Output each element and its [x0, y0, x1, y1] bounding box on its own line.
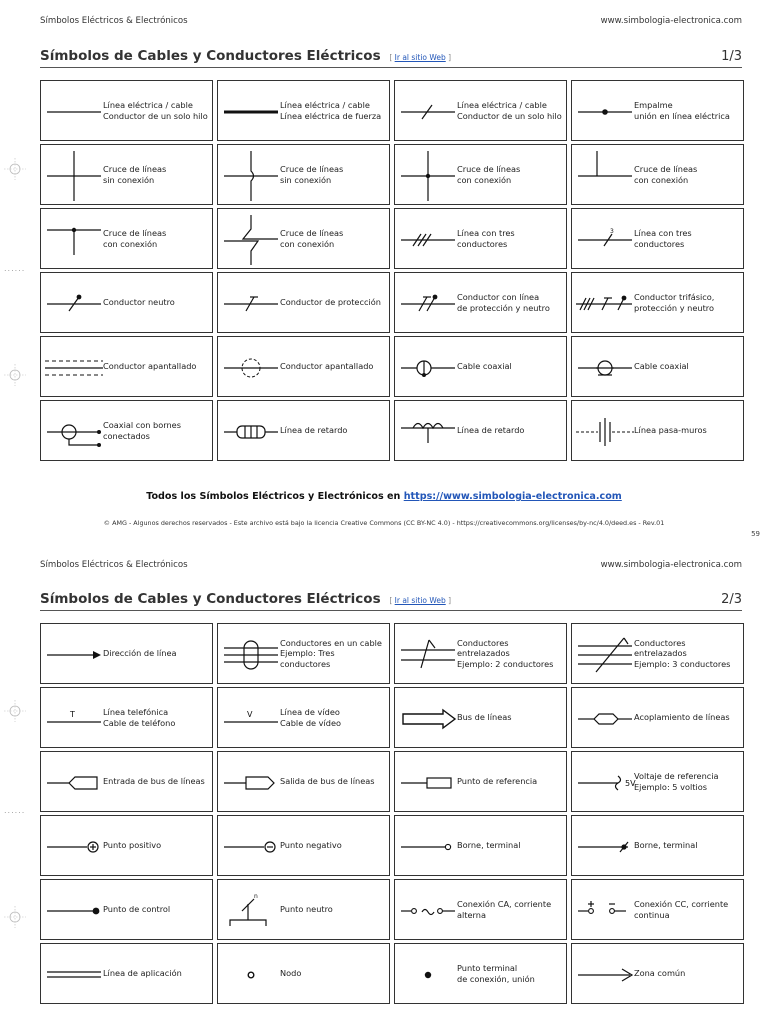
symbol-cell: [571, 80, 744, 141]
svg-text:T: T: [70, 710, 75, 719]
symbol-label: [280, 209, 386, 268]
symbol-label-line: Conductor apantallado: [280, 361, 374, 372]
symbol-label: [457, 401, 563, 460]
symbol-label-line: Borne, terminal: [634, 840, 698, 851]
symbol-label: [457, 688, 563, 747]
neutral-protection-symbol-icon: [397, 273, 459, 334]
symbol-label-line: Punto negativo: [280, 840, 342, 851]
symbol-cell: [217, 879, 390, 940]
symbol-label: [457, 145, 563, 204]
symbol-label: [280, 880, 386, 939]
page-title-text: Símbolos de Cables y Conductores Eléctricos: [40, 591, 381, 607]
symbol-cell: [394, 336, 567, 397]
symbol-label: [457, 880, 563, 939]
symbol-label: [103, 273, 209, 332]
symbol-cell: [217, 400, 390, 461]
symbol-label-line: Cruce de líneas: [103, 164, 167, 174]
symbol-label: [103, 401, 209, 460]
symbol-label-line: Cruce de líneas: [103, 228, 167, 238]
symbol-label-line: Bus de líneas: [457, 712, 512, 723]
symbol-cell: [40, 623, 213, 684]
symbol-grid-page2: [40, 623, 744, 1004]
page-indicator: 1/3: [721, 49, 742, 64]
page2-title-row: [40, 591, 742, 611]
coax-terminals-symbol-icon: [43, 401, 105, 462]
symbol-label-line: Conductor de protección: [280, 297, 381, 308]
phone-line-symbol-icon: [43, 688, 105, 749]
page1-header: [40, 16, 742, 26]
page-number: 59: [751, 530, 760, 538]
symbol-cell: [571, 687, 744, 748]
line-dot-symbol-icon: [574, 81, 636, 142]
symbol-label-line: Cruce de líneas: [634, 164, 698, 174]
symbol-label-line: Línea con tres: [634, 228, 692, 238]
symbol-cell: [571, 208, 744, 269]
license-text: © AMG - Algunos derechos reservados - Este archivo está bajo la licencia Creative Commons (CC BY-NC 4.0) - https://creativecommons.org/licenses/by-nc/4.0/deed.es - Rev.01: [103, 519, 665, 527]
symbol-label: [280, 752, 386, 811]
symbol-cell: [217, 943, 390, 1004]
symbol-cell: [394, 272, 567, 333]
symbol-label: [457, 624, 563, 683]
symbol-label-line: Cable de teléfono: [103, 717, 176, 728]
symbol-cell: [40, 144, 213, 205]
symbol-label: [280, 944, 386, 1003]
symbol-label-line: entrelazados: [457, 648, 510, 659]
dc-symbol-icon: [574, 880, 636, 941]
coax-1-symbol-icon: [397, 337, 459, 398]
symbol-label-line: Nodo: [280, 968, 302, 979]
website-link[interactable]: Ir al sitio Web: [394, 596, 446, 605]
symbol-cell: [571, 815, 744, 876]
shielded-dashed-symbol-icon: [43, 337, 105, 398]
crop-mark-icon: [4, 906, 26, 928]
page-indicator: 2/3: [721, 592, 742, 607]
symbol-label-line: Conductor de un solo hilo: [457, 110, 562, 121]
symbol-cell: [40, 687, 213, 748]
symbol-label-line: con conexión: [280, 238, 335, 249]
symbol-label: [103, 880, 209, 939]
positive-symbol-icon: [43, 816, 105, 877]
symbol-cell: [217, 208, 390, 269]
symbol-label-line: Cable coaxial: [457, 361, 512, 372]
symbol-label-line: Conductor neutro: [103, 297, 175, 308]
symbol-label-line: Cruce de líneas: [280, 228, 344, 238]
symbol-label: [634, 209, 740, 268]
symbol-cell: [40, 80, 213, 141]
delay-coil-symbol-icon: [397, 401, 459, 462]
symbol-label: [634, 816, 740, 875]
node-symbol-icon: [220, 944, 282, 1005]
symbol-label: [280, 624, 386, 683]
symbol-cell: [571, 751, 744, 812]
symbol-label-line: Voltaje de referencia: [634, 771, 719, 781]
symbol-cell: [394, 208, 567, 269]
crop-mark-icon: [4, 700, 26, 722]
symbol-label: [103, 209, 209, 268]
symbol-label-line: protección y neutro: [634, 302, 714, 313]
symbol-label-line: Coaxial con bornes: [103, 420, 181, 430]
margin-dots: ......: [4, 264, 26, 273]
cross-plain-symbol-icon: [43, 145, 105, 206]
symbol-label-line: sin conexión: [280, 174, 332, 185]
cross-offset-symbol-icon: [220, 209, 282, 270]
symbol-label-line: Entrada de bus de líneas: [103, 776, 205, 787]
symbol-label: [457, 273, 563, 332]
symbol-label: [634, 337, 740, 396]
symbol-label-line: con conexión: [457, 174, 512, 185]
symbol-label: [103, 145, 209, 204]
symbol-label: [634, 81, 740, 140]
symbol-cell: [394, 751, 567, 812]
footer-banner: [0, 491, 768, 502]
twisted-2-symbol-icon: [397, 624, 459, 685]
common-zone-symbol-icon: [574, 944, 636, 1005]
symbol-label-line: con conexión: [634, 174, 689, 185]
website-link[interactable]: Ir al sitio Web: [394, 53, 446, 62]
crop-mark-icon: [4, 364, 26, 386]
video-line-symbol-icon: [220, 688, 282, 749]
negative-symbol-icon: [220, 816, 282, 877]
bus-arrow-symbol-icon: [397, 688, 459, 749]
svg-text:3: 3: [610, 228, 614, 235]
symbol-label: [457, 209, 563, 268]
symbol-label-line: Cruce de líneas: [280, 164, 344, 174]
symbol-label-line: Cable de vídeo: [280, 717, 342, 728]
symbol-label-line: Punto positivo: [103, 840, 162, 851]
bus-out-symbol-icon: [220, 752, 282, 813]
symbol-cell: [217, 336, 390, 397]
symbol-cell: [394, 400, 567, 461]
symbol-label-line: Conductor trifásico,: [634, 292, 715, 302]
symbol-cell: [571, 943, 744, 1004]
line-slash-symbol-icon: [397, 81, 459, 142]
symbol-cell: [217, 751, 390, 812]
ref-point-symbol-icon: [397, 752, 459, 813]
symbol-label-line: Acoplamiento de líneas: [634, 712, 730, 723]
page-title-text: Símbolos de Cables y Conductores Eléctricos: [40, 48, 381, 64]
symbol-label-line: Punto neutro: [280, 904, 333, 915]
symbol-label: [457, 944, 563, 1003]
symbol-label-line: Punto terminal: [457, 963, 518, 973]
symbol-label: [103, 337, 209, 396]
cross-hop-symbol-icon: [220, 145, 282, 206]
symbol-label: [457, 337, 563, 396]
three-phase-symbol-icon: [574, 273, 636, 334]
symbol-label-line: Conductores: [634, 637, 686, 648]
svg-text:n: n: [254, 893, 258, 900]
symbol-cell: [571, 623, 744, 684]
symbol-cell: [394, 80, 567, 141]
symbol-label-line: Conductor con línea: [457, 292, 540, 302]
symbol-label-line: Conductor apantallado: [103, 361, 197, 372]
tee-dot-symbol-icon: [43, 209, 105, 270]
symbol-label: [634, 688, 740, 747]
symbol-label-line: conectados: [103, 430, 150, 441]
symbol-label: [280, 401, 386, 460]
symbol-label-line: Salida de bus de líneas: [280, 776, 375, 787]
symbol-cell: [40, 336, 213, 397]
symbol-cell: [40, 751, 213, 812]
symbol-cell: [40, 943, 213, 1004]
footer-text: Todos los Símbolos Eléctricos y Electrónicos en: [146, 491, 401, 502]
symbol-label-line: sin conexión: [103, 174, 155, 185]
twisted-3-symbol-icon: [574, 624, 636, 685]
symbol-label-line: Conexión CA, corriente: [457, 899, 552, 909]
neutral-symbol-icon: [43, 273, 105, 334]
symbol-label: [103, 688, 209, 747]
symbol-label: [457, 816, 563, 875]
symbol-label: [280, 337, 386, 396]
symbol-label-line: continua: [634, 909, 670, 920]
symbol-label-line: Ejemplo: 2 conductores: [457, 658, 554, 669]
symbol-label: [103, 624, 209, 683]
symbol-label-line: Conductores en un cable: [280, 637, 382, 648]
symbol-label-line: Línea eléctrica / cable: [103, 100, 193, 110]
symbol-label: [634, 273, 740, 332]
terminal-point-symbol-icon: [397, 944, 459, 1005]
symbol-label-line: Dirección de línea: [103, 648, 177, 659]
coax-2-symbol-icon: [574, 337, 636, 398]
footer-link[interactable]: https://www.simbologia-electronica.com: [403, 491, 622, 502]
symbol-cell: [217, 687, 390, 748]
delay-box-symbol-icon: [220, 401, 282, 462]
symbol-label: [457, 752, 563, 811]
symbol-label-line: alterna: [457, 909, 486, 920]
symbol-cell: [394, 144, 567, 205]
symbol-cell: [217, 80, 390, 141]
symbol-label: [103, 752, 209, 811]
symbol-label: [634, 944, 740, 1003]
symbol-label-line: Línea de aplicación: [103, 968, 182, 979]
symbol-label-line: Conexión CC, corriente: [634, 899, 729, 909]
line-single-symbol-icon: [43, 81, 105, 142]
header-site-url: www.simbologia-electronica.com: [600, 560, 742, 570]
symbol-label: [634, 145, 740, 204]
margin-dots: ......: [4, 806, 26, 815]
symbol-label: [634, 880, 740, 939]
symbol-label-line: conductores: [457, 238, 508, 249]
symbol-label: [280, 816, 386, 875]
terminal-filled-symbol-icon: [574, 816, 636, 877]
symbol-cell: [217, 272, 390, 333]
tee-left-symbol-icon: [574, 145, 636, 206]
page1-title-row: [40, 48, 742, 68]
cross-dot-symbol-icon: [397, 145, 459, 206]
symbol-label-line: Línea eléctrica / cable: [457, 100, 547, 110]
crop-mark-icon: [4, 158, 26, 180]
shielded-circle-symbol-icon: [220, 337, 282, 398]
symbol-label-line: Línea de retardo: [457, 425, 525, 436]
coupling-symbol-icon: [574, 688, 636, 749]
symbol-label-line: Ejemplo: Tres: [280, 648, 335, 659]
symbol-cell: [40, 879, 213, 940]
symbol-label-line: conductores: [280, 658, 331, 669]
page-title: Símbolos de Cables y Conductores Eléctricos [ Ir al sitio Web ]: [40, 591, 452, 607]
symbol-label: [103, 816, 209, 875]
symbol-label-line: Línea telefónica: [103, 707, 169, 717]
symbol-label: [103, 944, 209, 1003]
symbol-cell: [571, 400, 744, 461]
symbol-cell: [571, 144, 744, 205]
symbol-label-line: Línea eléctrica / cable: [280, 100, 370, 110]
line-thick-symbol-icon: [220, 81, 282, 142]
symbol-label-line: Conductor de un solo hilo: [103, 110, 208, 121]
symbol-label: [103, 81, 209, 140]
symbol-label-line: Línea eléctrica de fuerza: [280, 110, 382, 121]
symbol-cell: [217, 815, 390, 876]
symbol-label: [280, 688, 386, 747]
page-title: Símbolos de Cables y Conductores Eléctricos [ Ir al sitio Web ]: [40, 48, 452, 64]
symbol-label-line: Cable coaxial: [634, 361, 689, 372]
symbol-label-line: Línea de vídeo: [280, 707, 340, 717]
symbol-label: [280, 273, 386, 332]
symbol-label-line: Ejemplo: 5 voltios: [634, 781, 708, 792]
symbol-grid-page1: [40, 80, 744, 461]
symbol-cell: [394, 623, 567, 684]
symbol-label-line: Línea con tres: [457, 228, 515, 238]
symbol-cell: [571, 336, 744, 397]
symbol-cell: [40, 272, 213, 333]
symbol-cell: [40, 400, 213, 461]
symbol-label-line: Línea pasa-muros: [634, 425, 707, 436]
symbol-cell: [394, 943, 567, 1004]
ac-symbol-icon: [397, 880, 459, 941]
symbol-label-line: de conexión, unión: [457, 973, 535, 984]
symbol-label: [634, 624, 740, 683]
symbol-label: [280, 81, 386, 140]
symbol-cell: [217, 623, 390, 684]
symbol-label: [634, 752, 740, 811]
symbol-label-line: Punto de control: [103, 904, 171, 915]
cable-bundle-symbol-icon: [220, 624, 282, 685]
slash-3-symbol-icon: [574, 209, 636, 270]
three-slashes-symbol-icon: [397, 209, 459, 270]
feedthrough-symbol-icon: [574, 401, 636, 462]
symbol-label-line: con conexión: [103, 238, 158, 249]
symbol-cell: [571, 879, 744, 940]
symbol-label-line: Línea de retardo: [280, 425, 348, 436]
ref-voltage-symbol-icon: [574, 752, 636, 813]
symbol-label-line: Borne, terminal: [457, 840, 521, 851]
header-site-title: Símbolos Eléctricos & Electrónicos: [40, 560, 188, 570]
symbol-cell: [394, 879, 567, 940]
application-line-symbol-icon: [43, 944, 105, 1005]
symbol-label-line: Conductores: [457, 637, 509, 648]
svg-text:5V: 5V: [625, 779, 636, 788]
symbol-label: [280, 145, 386, 204]
symbol-cell: [40, 208, 213, 269]
symbol-label-line: Ejemplo: 3 conductores: [634, 658, 731, 669]
symbol-label: [634, 401, 740, 460]
symbol-label-line: entrelazados: [634, 648, 687, 659]
header-site-title: Símbolos Eléctricos & Electrónicos: [40, 16, 188, 26]
symbol-label-line: Zona común: [634, 968, 686, 979]
symbol-label-line: conductores: [634, 238, 685, 249]
terminal-open-symbol-icon: [397, 816, 459, 877]
symbol-label-line: Punto de referencia: [457, 776, 538, 787]
header-site-url: www.simbologia-electronica.com: [600, 16, 742, 26]
symbol-label-line: de protección y neutro: [457, 302, 550, 313]
symbol-cell: [571, 272, 744, 333]
symbol-cell: [40, 815, 213, 876]
symbol-cell: [394, 815, 567, 876]
symbol-label: [457, 81, 563, 140]
svg-text:V: V: [247, 710, 253, 719]
symbol-label-line: Cruce de líneas: [457, 164, 521, 174]
symbol-label-line: unión en línea eléctrica: [634, 110, 730, 121]
page2-header: [40, 560, 742, 570]
neutral-point-symbol-icon: [220, 880, 282, 941]
symbol-label-line: Empalme: [634, 100, 673, 110]
symbol-cell: [394, 687, 567, 748]
arrow-line-symbol-icon: [43, 624, 105, 685]
protection-symbol-icon: [220, 273, 282, 334]
control-point-symbol-icon: [43, 880, 105, 941]
bus-in-symbol-icon: [43, 752, 105, 813]
symbol-cell: [217, 144, 390, 205]
